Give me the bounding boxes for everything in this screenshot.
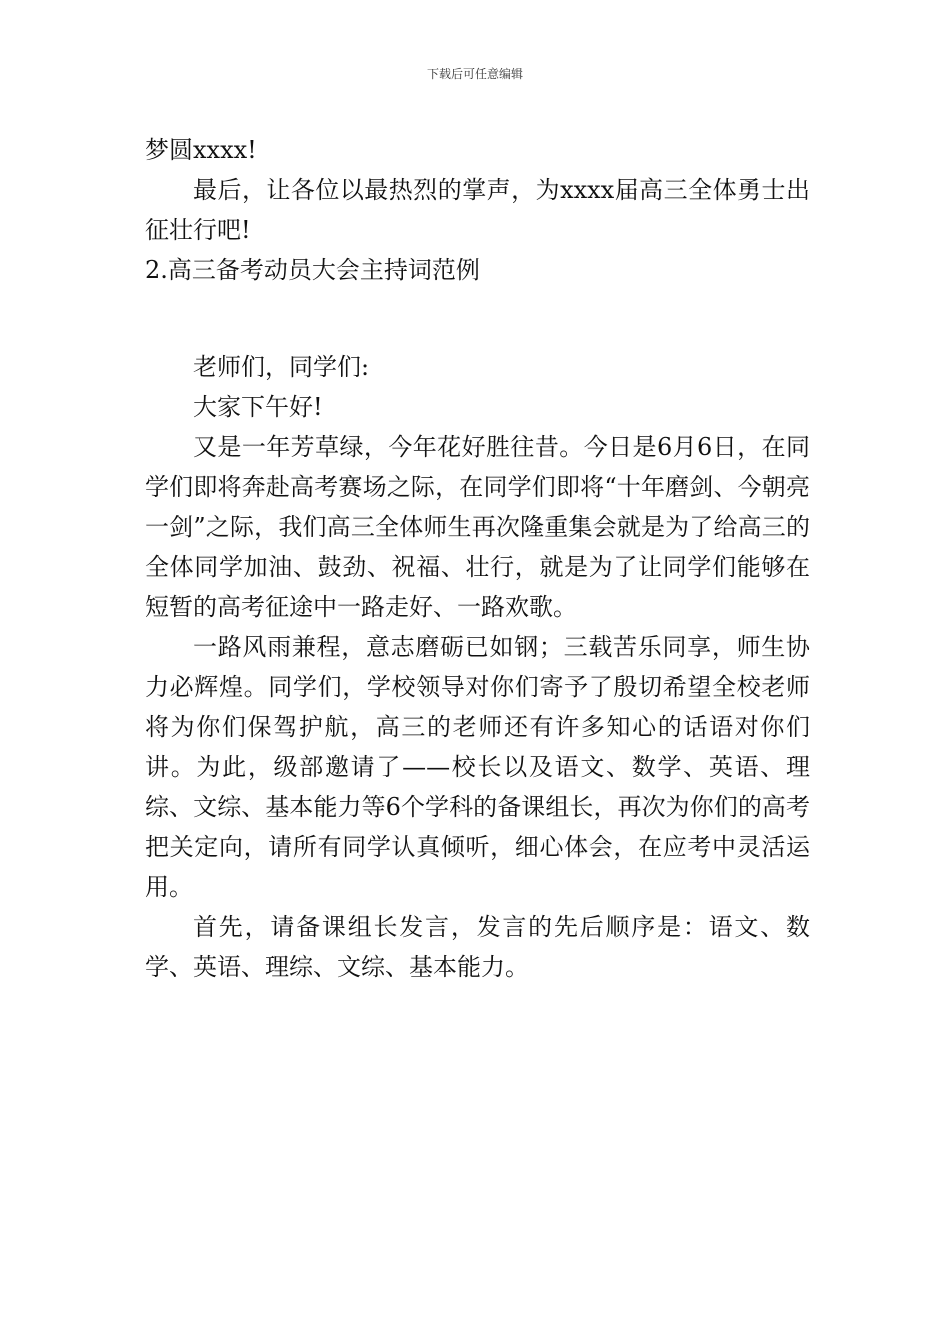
paragraph-encouragement: 一路风雨兼程，意志磨砺已如钢；三载苦乐同享，师生协力必辉煌。同学们，学校领导对你们寄予了殷切希望全校老师将为你们保驾护航，高三的老师还有许多知心的话语对你们讲。为此，级部邀请了——校长以及语文、数学、英语、理综、文综、基本能力等6个学科的备课组长，再次为你们的高考把关定向，请所有同学认真倾听，细心体会，在应考中灵活运用。 — [145, 633, 810, 901]
paragraph-closing-line: 梦圆xxxx! — [145, 136, 257, 164]
paragraph-opening: 又是一年芳草绿，今年花好胜往昔。今日是6月6日，在同学们即将奔赴高考赛场之际，在同学们即将“十年磨剑、今朝亮一剑”之际，我们高三全体师生再次隆重集会就是为了给高三的全体同学加油、鼓劲、祝福、壮行，就是为了让同学们能够在短暂的高考征途中一路走好、一路欢歌。 — [145, 433, 810, 621]
paragraph-speaking-order: 首先，请备课组长发言，发言的先后顺序是：语文、数学、英语、理综、文综、基本能力。 — [145, 913, 810, 981]
paragraph-greeting: 大家下午好! — [193, 393, 323, 421]
section-heading: 2.高三备考动员大会主持词范例 — [145, 256, 480, 284]
blank-spacer — [145, 290, 810, 347]
paragraph-final-applause: 最后，让各位以最热烈的掌声，为xxxx届高三全体勇士出征壮行吧! — [145, 176, 810, 244]
document-body — [145, 130, 810, 987]
paragraph-salutation: 老师们，同学们: — [193, 353, 370, 381]
page-header-note: 下载后可任意编辑 — [426, 67, 523, 81]
